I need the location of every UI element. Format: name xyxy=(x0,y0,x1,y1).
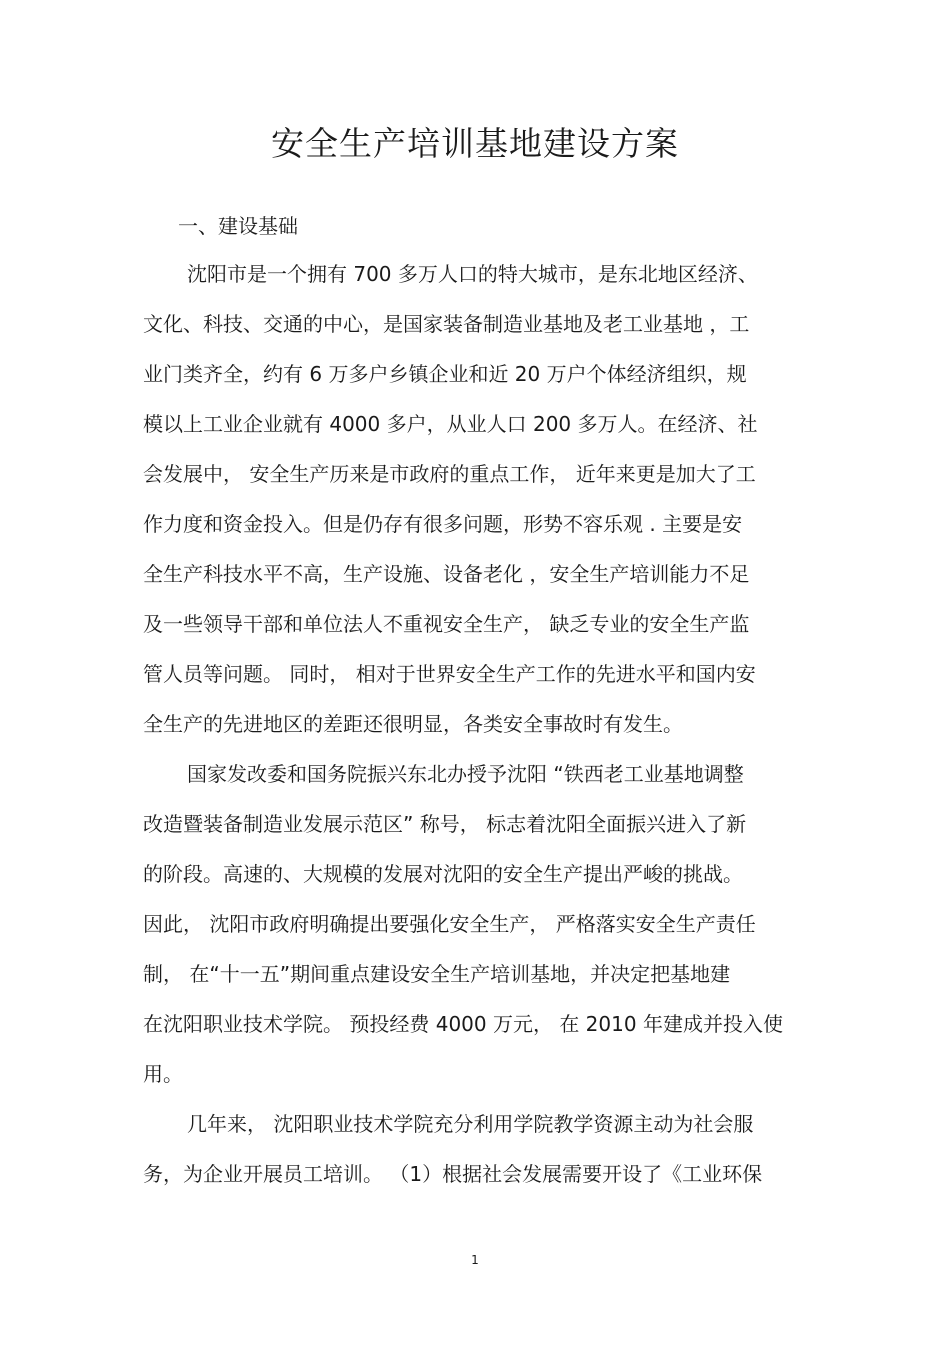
body-line: 因此， 沈阳市政府明确提出要强化安全生产， 严格落实安全生产责任 xyxy=(143,912,756,936)
page-number: 1 xyxy=(471,1253,479,1267)
body-line: 的阶段。高速的、大规模的发展对沈阳的安全生产提出严峻的挑战。 xyxy=(143,862,743,886)
body-line: 国家发改委和国务院振兴东北办授予沈阳 “铁西老工业基地调整 xyxy=(187,762,744,786)
body-line: 文化、科技、交通的中心，是国家装备制造业基地及老工业基地 ，工 xyxy=(143,312,750,336)
page-title: 安全生产培训基地建设方案 xyxy=(271,124,679,163)
body-line: 业门类齐全，约有 6 万多户乡镇企业和近 20 万户个体经济组织，规 xyxy=(143,362,747,386)
body-line: 几年来， 沈阳职业技术学院充分利用学院教学资源主动为社会服 xyxy=(187,1112,754,1136)
body-line: 管人员等问题。 同时， 相对于世界安全生产工作的先进水平和国内安 xyxy=(143,662,756,686)
body-line: 改造暨装备制造业发展示范区” 称号， 标志着沈阳全面振兴进入了新 xyxy=(143,812,747,836)
body-line: 沈阳市是一个拥有 700 多万人口的特大城市，是东北地区经济、 xyxy=(187,262,758,286)
body-line: 会发展中， 安全生产历来是市政府的重点工作， 近年来更是加大了工 xyxy=(143,462,756,486)
body-line: 全生产科技水平不高，生产设施、设备老化 ，安全生产培训能力不足 xyxy=(143,562,750,586)
body-line: 及一些领导干部和单位法人不重视安全生产， 缺乏专业的安全生产监 xyxy=(143,612,750,636)
body-line: 务，为企业开展员工培训。 （1）根据社会发展需要开设了《工业环保 xyxy=(143,1162,763,1186)
body-line: 用。 xyxy=(143,1062,183,1086)
body-line: 全生产的先进地区的差距还很明显，各类安全事故时有发生。 xyxy=(143,712,683,736)
body-line: 在沈阳职业技术学院。 预投经费 4000 万元， 在 2010 年建成并投入使 xyxy=(143,1012,783,1036)
body-line: 模以上工业企业就有 4000 多户，从业人口 200 多万人。在经济、社 xyxy=(143,412,758,436)
body-line: 作力度和资金投入。但是仍存有很多问题，形势不容乐观 . 主要是安 xyxy=(143,512,743,536)
section-heading: 一、建设基础 xyxy=(178,214,298,238)
body-line: 制， 在“十一五”期间重点建设安全生产培训基地，并决定把基地建 xyxy=(143,962,731,986)
